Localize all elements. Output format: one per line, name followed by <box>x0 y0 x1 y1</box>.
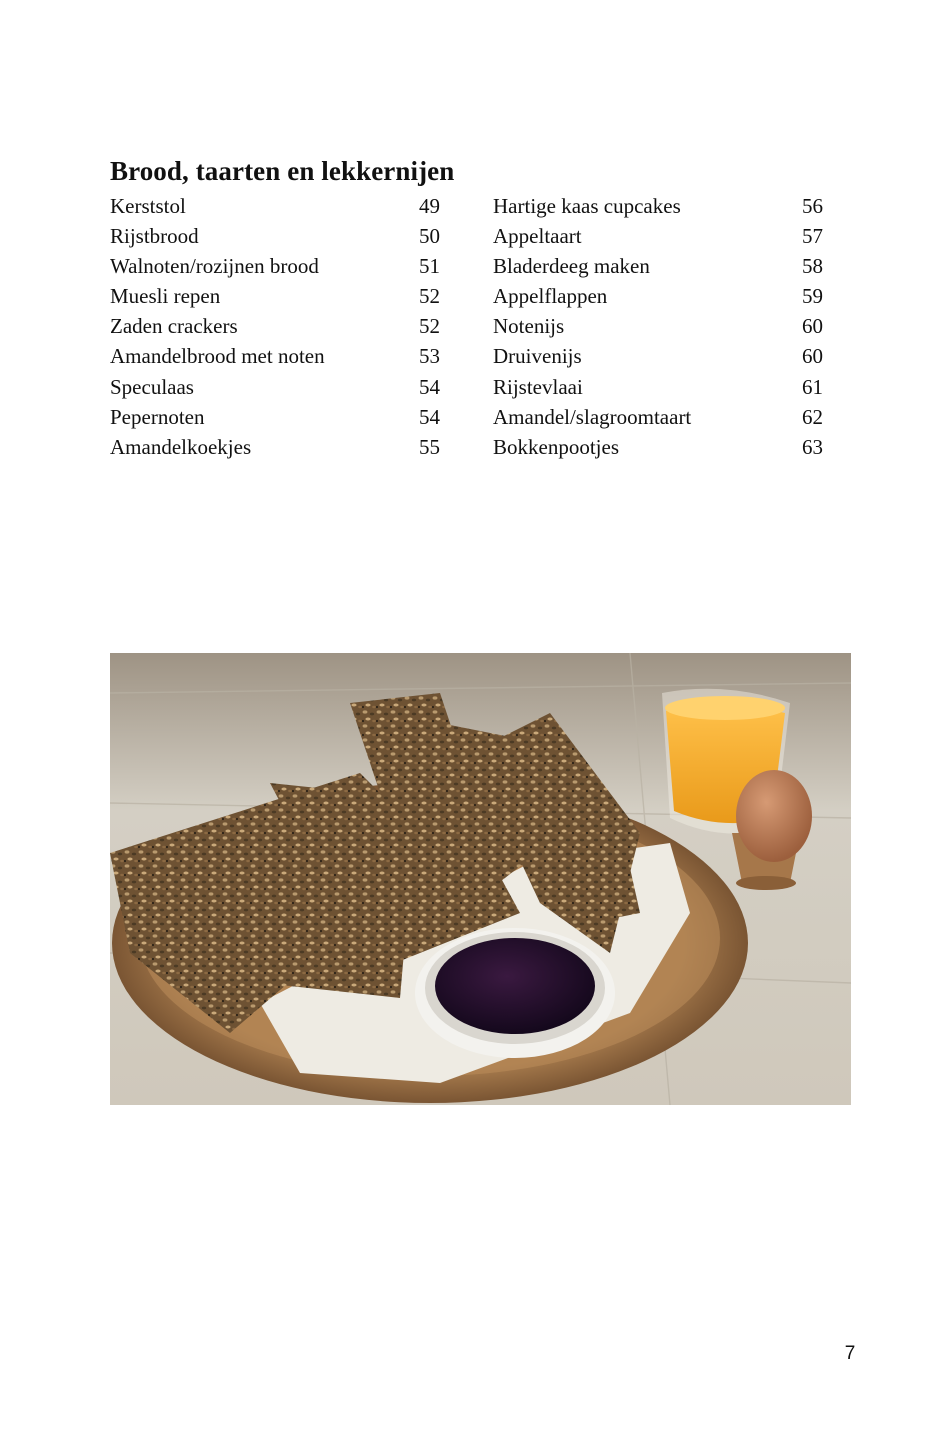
toc-entry[interactable] <box>493 311 823 341</box>
toc-entry[interactable] <box>493 372 823 402</box>
toc-entry-title: Zaden crackers <box>110 314 238 339</box>
toc-entry[interactable] <box>110 281 440 311</box>
toc-entry[interactable] <box>110 372 440 402</box>
toc-entry-page: 58 <box>802 254 823 279</box>
toc-column-left <box>110 191 440 462</box>
toc-entry-page: 52 <box>419 314 440 339</box>
toc-entry-title: Hartige kaas cupcakes <box>493 194 681 218</box>
toc-entry-title: Speculaas <box>110 374 194 399</box>
toc-entry-page: 62 <box>802 404 823 429</box>
toc-entry-title: Appeltaart <box>493 224 582 249</box>
toc-entry[interactable] <box>493 251 823 281</box>
toc-entry-title: Appelflappen <box>493 284 608 309</box>
toc-entry-title: Notenijs <box>493 314 565 339</box>
toc-entry-page: 60 <box>802 344 823 369</box>
toc-entry-title: Bladerdeeg maken <box>493 254 650 279</box>
toc-entry[interactable] <box>110 432 440 462</box>
toc-entry-title: Muesli repen <box>110 284 221 309</box>
toc-entry[interactable] <box>110 341 440 371</box>
toc-entry-title: Rijstevlaai <box>493 374 583 399</box>
toc-entry-title: Druivenijs <box>493 344 582 369</box>
section-title: Brood, taarten en lekkernijen <box>110 156 455 186</box>
toc-entry[interactable] <box>110 221 440 251</box>
toc-entry-page: 61 <box>802 374 823 399</box>
toc-entry-title: Bokkenpootjes <box>493 434 619 459</box>
toc-entry-title: Amandel/slagroomtaart <box>493 404 692 429</box>
toc-entry[interactable] <box>493 221 823 251</box>
page-number: 7 <box>844 1343 856 1364</box>
toc-entry-title: Pepernoten <box>110 404 205 429</box>
toc-entry-page: 54 <box>419 404 440 429</box>
toc-entry-page: 53 <box>419 344 440 369</box>
toc-entry-page: 59 <box>802 284 823 309</box>
toc-entry[interactable] <box>493 341 823 371</box>
toc-entry[interactable] <box>493 432 823 462</box>
toc-entry-title: Walnoten/rozijnen brood <box>110 254 319 279</box>
toc-entry[interactable] <box>110 251 440 281</box>
toc-entry-page: 51 <box>419 254 440 279</box>
toc-entry-page: 55 <box>419 434 440 459</box>
toc-entry-page: 56 <box>802 194 823 218</box>
toc-entry-page: 63 <box>802 434 823 459</box>
toc-entry-page: 50 <box>419 224 440 249</box>
toc-entry-title: Rijstbrood <box>110 224 199 249</box>
toc-entry[interactable] <box>493 191 823 221</box>
toc-entry[interactable] <box>110 402 440 432</box>
toc-entry-title: Kerststol <box>110 194 186 218</box>
toc-entry-title: Amandelkoekjes <box>110 434 252 459</box>
toc-entry[interactable] <box>110 191 440 221</box>
toc-entry-page: 49 <box>419 194 440 218</box>
toc-entry-page: 57 <box>802 224 823 249</box>
toc-entry[interactable] <box>493 402 823 432</box>
toc-entry-title: Amandelbrood met noten <box>110 344 325 369</box>
toc-entry-page: 54 <box>419 374 440 399</box>
toc-column-right <box>493 191 823 462</box>
toc-entry-page: 60 <box>802 314 823 339</box>
toc-entry[interactable] <box>110 311 440 341</box>
toc-entry[interactable] <box>493 281 823 311</box>
food-photo <box>110 653 851 1105</box>
toc-entry-page: 52 <box>419 284 440 309</box>
